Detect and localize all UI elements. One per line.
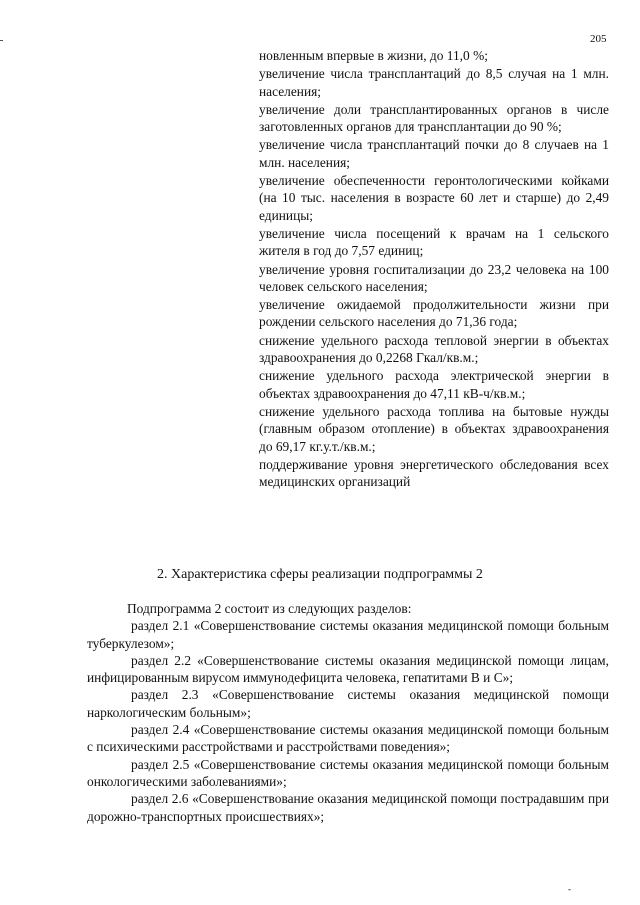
corner-mark: - [568, 884, 571, 894]
section-body [87, 600, 609, 825]
section-item: раздел 2.2 «Совершенствование системы оказания медицинской помощи лицам, инфицированным вирусом иммунодефицита человека, гепатитами В и С»; [87, 652, 609, 686]
indicator-list [259, 47, 609, 491]
indicator-item: увеличение уровня госпитализации до 23,2 человека на 100 человек сельского населения; [259, 261, 609, 294]
indicator-item: увеличение числа трансплантаций почки до 8 случаев на 1 млн. населения; [259, 137, 609, 170]
section-item: раздел 2.4 «Совершенствование системы оказания медицинской помощи больным с психическими расстройствами и расстройствами поведения»; [87, 722, 609, 755]
section-item: раздел 2.6 «Совершенствование оказания медицинской помощи пострадавшим при дорожно-транспортных происшествиях»; [87, 791, 609, 824]
indicator-item: увеличение числа посещений к врачам на 1 сельского жителя в год до 7,57 единиц; [259, 225, 609, 259]
scan-edge-mark [0, 40, 3, 41]
section-item: раздел 2.5 «Совершенствование системы оказания медицинской помощи больным онкологическими заболеваниями»; [87, 756, 609, 789]
indicator-item: поддерживание уровня энергетического обследования всех медицинских организаций [259, 456, 609, 490]
section-item: раздел 2.1 «Совершенствование системы оказания медицинской помощи больным туберкулезом»; [87, 618, 609, 651]
indicator-item: снижение удельного расхода электрической энергии в объектах здравоохранения до 47,11 кВ-ч/кв.м.; [259, 368, 609, 401]
indicator-item: новленным впервые в жизни, до 11,0 %; [259, 48, 488, 63]
section-heading: 2. Характеристика сферы реализации подпрограммы 2 [157, 567, 483, 582]
indicator-item: увеличение доли трансплантированных органов в числе заготовленных органов для трансплантации до 90 %; [259, 101, 609, 135]
indicator-item: увеличение числа трансплантаций до 8,5 случая на 1 млн. населения; [259, 66, 609, 99]
section-item: раздел 2.3 «Совершенствование системы оказания медицинской помощи наркологическим больным»; [87, 687, 609, 720]
indicator-item: снижение удельного расхода топлива на бытовые нужды (главным образом отопление) в объектах здравоохранения до 69,17 кг.у.т./кв.м.; [259, 403, 609, 454]
indicator-item: увеличение обеспеченности геронтологическими койками (на 10 тыс. населения в возрасте 60 лет и старше) до 2,49 единицы; [259, 173, 609, 223]
page-number: 205 [590, 33, 607, 45]
indicator-item: снижение удельного расхода тепловой энергии в объектах здравоохранения до 0,2268 Гкал/кв.м.; [259, 332, 609, 366]
indicator-item: увеличение ожидаемой продолжительности жизни при рождении сельского населения до 71,36 года; [259, 297, 609, 330]
section-intro: Подпрограмма 2 состоит из следующих разделов: [127, 601, 412, 616]
